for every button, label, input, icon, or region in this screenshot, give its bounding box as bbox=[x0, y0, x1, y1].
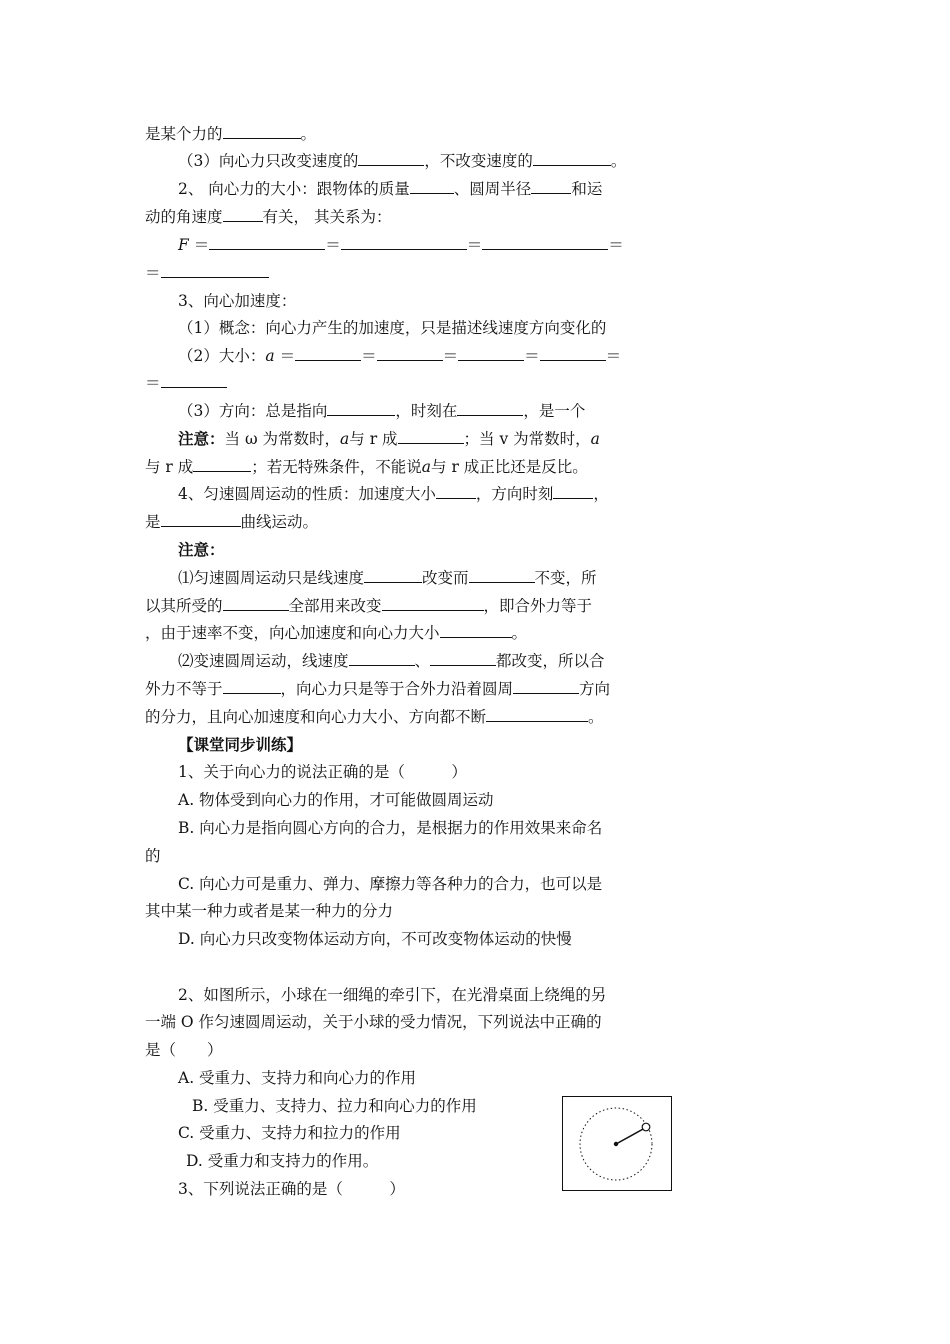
blank[interactable] bbox=[469, 568, 535, 583]
blank[interactable] bbox=[358, 151, 424, 166]
question-3: 3、下列说法正确的是（ ） bbox=[178, 1180, 405, 1198]
section-heading: 【课堂同步训练】 bbox=[178, 735, 303, 754]
formula-line: （2）大小：a ＝ ＝ ＝ ＝ ＝ bbox=[178, 347, 622, 365]
blank[interactable] bbox=[540, 346, 606, 361]
blank[interactable] bbox=[377, 346, 443, 361]
blank[interactable] bbox=[327, 401, 395, 416]
blank[interactable] bbox=[482, 235, 608, 250]
blank[interactable] bbox=[295, 346, 361, 361]
text-line: （1）概念：向心力产生的加速度，只是描述线速度方向变化的 bbox=[178, 319, 607, 337]
blank[interactable] bbox=[193, 457, 251, 472]
option-c-cont: 其中某一种力或者是某一种力的分力 bbox=[145, 902, 394, 920]
blank[interactable] bbox=[513, 679, 579, 694]
formula-line: F ＝ ＝ ＝ ＝ bbox=[178, 236, 624, 254]
blank[interactable] bbox=[486, 707, 588, 722]
string-line bbox=[616, 1128, 645, 1144]
text-line: 注意：当 ω 为常数时，a与 r 成 ；当 v 为常数时，a bbox=[178, 429, 600, 448]
blank[interactable] bbox=[364, 568, 422, 583]
option-b-cont: 的 bbox=[145, 847, 161, 865]
blank[interactable] bbox=[458, 346, 524, 361]
text-line: 是 曲线运动。 bbox=[145, 513, 319, 531]
option-d[interactable]: D. 向心力只改变物体运动方向，不可改变物体运动的快慢 bbox=[178, 930, 572, 948]
option-c[interactable]: C. 向心力可是重力、弹力、摩擦力等各种力的合力，也可以是 bbox=[178, 875, 603, 893]
blank[interactable] bbox=[440, 623, 512, 638]
blank[interactable] bbox=[223, 679, 281, 694]
blank[interactable] bbox=[531, 179, 571, 194]
text-line: 的分力，且向心加速度和向心力大小、方向都不断 。 bbox=[145, 708, 604, 726]
text-line: 动的角速度 有关， 其关系为： bbox=[145, 208, 392, 226]
blank[interactable] bbox=[223, 124, 301, 139]
formula-line: ＝ bbox=[145, 263, 269, 283]
blank[interactable] bbox=[223, 596, 289, 611]
formula-line: ＝ bbox=[145, 373, 227, 393]
text-line: （3）向心力只改变速度的 ，不改变速度的 。 bbox=[178, 152, 627, 170]
option-b[interactable]: B. 向心力是指向圆心方向的合力，是根据力的作用效果来命名 bbox=[178, 819, 603, 837]
option-b[interactable]: B. 受重力、支持力、拉力和向心力的作用 bbox=[192, 1097, 477, 1115]
blank[interactable] bbox=[161, 373, 227, 388]
blank[interactable] bbox=[223, 207, 263, 222]
question-1: 1、关于向心力的说法正确的是（ ） bbox=[178, 763, 467, 781]
blank[interactable] bbox=[349, 651, 415, 666]
blank[interactable] bbox=[553, 484, 593, 499]
note-heading: 注意： bbox=[178, 540, 225, 559]
text-line: 2、 向心力的大小：跟物体的质量 、圆周半径 和运 bbox=[178, 180, 603, 198]
blank[interactable] bbox=[533, 151, 611, 166]
option-a[interactable]: A. 物体受到向心力的作用，才可能做圆周运动 bbox=[178, 791, 494, 809]
blank[interactable] bbox=[457, 401, 523, 416]
text-line: 3、向心加速度： bbox=[178, 292, 297, 310]
blank[interactable] bbox=[398, 429, 464, 444]
option-a[interactable]: A. 受重力、支持力和向心力的作用 bbox=[178, 1069, 417, 1087]
center-point-o bbox=[614, 1142, 618, 1146]
blank[interactable] bbox=[341, 235, 467, 250]
blank[interactable] bbox=[410, 179, 454, 194]
text-line: 以其所受的 全部用来改变 ，即合外力等于 bbox=[145, 597, 593, 615]
text-line: 外力不等于 ，向心力只是等于合外力沿着圆周 方向 bbox=[145, 680, 611, 698]
blank[interactable] bbox=[161, 263, 269, 278]
text-line: ⑴匀速圆周运动只是线速度 改变而 不变，所 bbox=[178, 569, 597, 587]
text-line: （3）方向：总是指向 ，时刻在 ，是一个 bbox=[178, 402, 586, 420]
option-c[interactable]: C. 受重力、支持力和拉力的作用 bbox=[178, 1124, 401, 1142]
question-2-cont: 是（ ） bbox=[145, 1041, 223, 1059]
ball bbox=[642, 1123, 650, 1131]
blank[interactable] bbox=[161, 512, 241, 527]
text-line: 是某个力的 。 bbox=[145, 125, 317, 143]
question-2-cont: 一端 O 作匀速圆周运动，关于小球的受力情况，下列说法中正确的 bbox=[145, 1013, 602, 1031]
text-line: 4、匀速圆周运动的性质：加速度大小 ，方向时刻 ， bbox=[178, 485, 609, 503]
circular-motion-figure bbox=[562, 1096, 672, 1191]
blank[interactable] bbox=[382, 596, 484, 611]
text-line: 与 r 成 ；若无特殊条件，不能说a与 r 成正比还是反比。 bbox=[145, 458, 588, 476]
option-d[interactable]: D. 受重力和支持力的作用。 bbox=[186, 1152, 379, 1170]
blank[interactable] bbox=[209, 235, 325, 250]
blank[interactable] bbox=[436, 484, 476, 499]
text-line: ⑵变速圆周运动，线速度 、 都改变，所以合 bbox=[178, 652, 605, 670]
text-line: ，由于速率不变，向心加速度和向心力大小 。 bbox=[145, 624, 528, 642]
circle-diagram bbox=[563, 1097, 671, 1190]
question-2: 2、如图所示，小球在一细绳的牵引下，在光滑桌面上绕绳的另 bbox=[178, 986, 607, 1004]
blank[interactable] bbox=[430, 651, 496, 666]
